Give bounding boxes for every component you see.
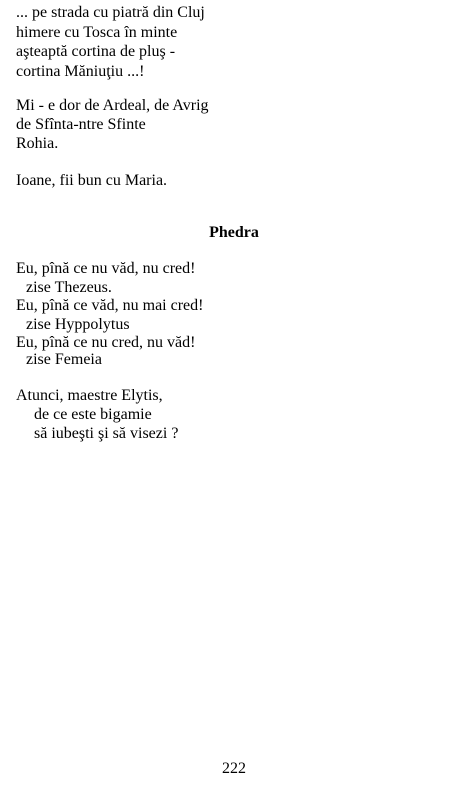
poem-line: Eu, pînă ce nu cred, nu văd! <box>16 334 196 351</box>
poem-line: Mi - e dor de Ardeal, de Avrig <box>16 97 209 114</box>
poem-line: ... pe strada cu piatră din Cluj <box>16 4 205 21</box>
poem-title: Phedra <box>209 224 259 241</box>
poem-line: Rohia. <box>16 135 59 152</box>
poem-line: Atunci, maestre Elytis, <box>16 387 163 404</box>
page-number: 222 <box>222 760 246 777</box>
poem-line: zise Femeia <box>26 351 102 368</box>
poem-line: de Sfînta-ntre Sfinte <box>16 116 146 133</box>
poem-line: de ce este bigamie <box>34 406 152 423</box>
poem-line: zise Thezeus. <box>26 279 112 296</box>
poem-line: aşteaptă cortina de pluş - <box>16 43 176 60</box>
poem-line: să iubeşti şi să visezi ? <box>34 425 179 442</box>
poem-line: cortina Măniuţiu ...! <box>16 63 145 80</box>
poem-line: Eu, pînă ce nu văd, nu cred! <box>16 260 196 277</box>
poem-line: zise Hyppolytus <box>26 316 130 333</box>
poem-line: Eu, pînă ce văd, nu mai cred! <box>16 297 204 314</box>
poem-line: himere cu Tosca în minte <box>16 24 178 41</box>
poem-line: Ioane, fii bun cu Maria. <box>16 172 168 189</box>
